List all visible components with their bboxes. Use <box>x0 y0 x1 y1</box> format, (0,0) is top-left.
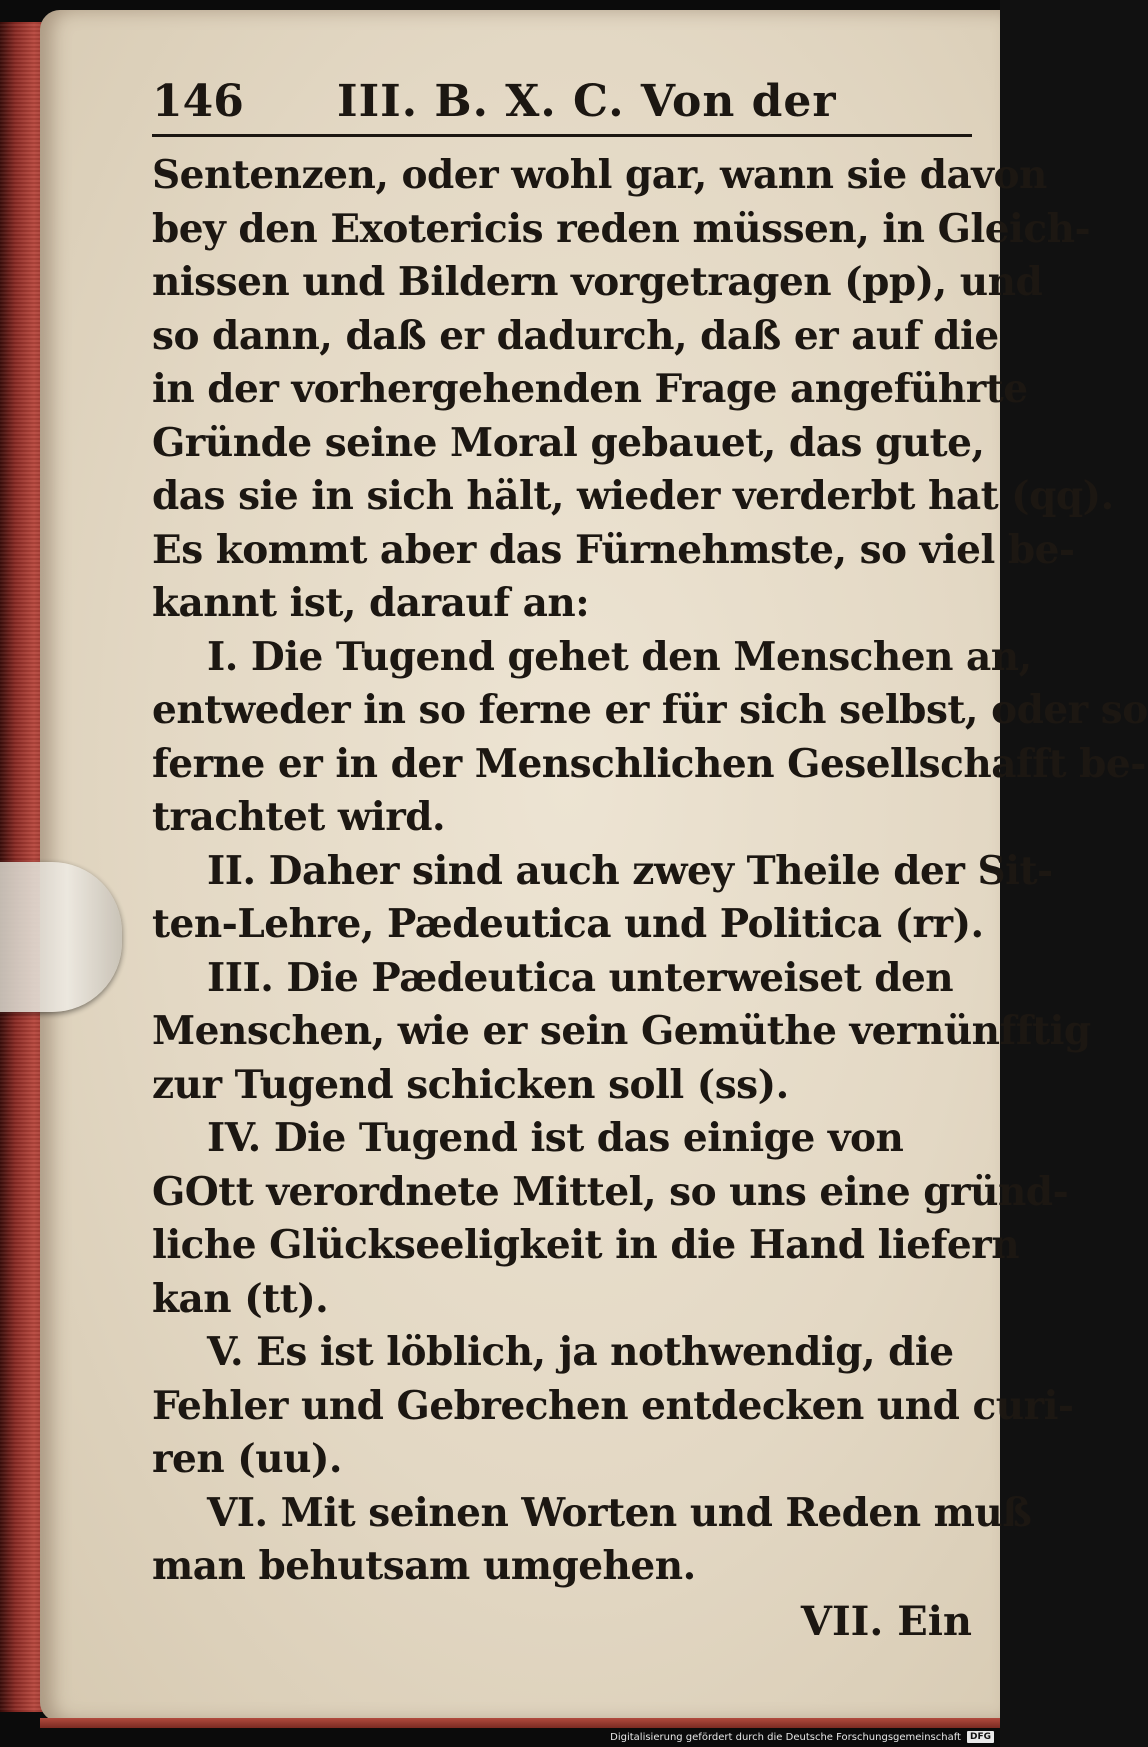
text-line: ten-Lehre, Pædeutica und Politica (rr). <box>152 901 984 947</box>
text-line: V. Es ist löblich, ja nothwendig, die <box>207 1329 954 1375</box>
text-line: zur Tugend schicken soll (ss). <box>152 1061 789 1108</box>
text-line: I. Die Tugend gehet den Menschen an, <box>207 633 1032 680</box>
text-line: trachtet wird. <box>152 794 446 840</box>
text-line: ferne er in der Menschlichen Gesellschafft be- <box>152 740 1146 787</box>
text-line: entweder in so ferne er für sich selbst, oder so <box>152 687 1148 733</box>
text-line: in der vorhergehenden Frage angeführte <box>152 366 1028 412</box>
credit-text: Digitalisierung gefördert durch die Deutsche Forschungsgemeinschaft <box>610 1731 961 1743</box>
text-line: Menschen, wie er sein Gemüthe vernünfftig <box>152 1008 1091 1054</box>
text-line: GOtt verordnete Mittel, so uns eine gründ- <box>152 1168 1069 1215</box>
text-line: II. Daher sind auch zwey Theile der Sit- <box>207 847 1053 894</box>
text-line: Sentenzen, oder wohl gar, wann sie davon <box>152 152 1047 198</box>
text-line: Gründe seine Moral gebauet, das gute, <box>152 419 985 466</box>
text-line: bey den Exotericis reden müssen, in Gleich- <box>152 205 1091 252</box>
page-bottom-edge <box>40 1718 1000 1728</box>
body-text <box>152 149 1148 1594</box>
text-line: das sie in sich hält, wieder verderbt hat (qq). <box>152 473 1114 519</box>
digitization-credit <box>610 1730 994 1744</box>
running-head <box>152 70 972 137</box>
dfg-logo: DFG <box>967 1731 994 1743</box>
text-line: IV. Die Tugend ist das einige von <box>207 1115 904 1161</box>
text-line: Es kommt aber das Fürnehmste, so viel be- <box>152 526 1075 573</box>
text-line: liche Glückseeligkeit in die Hand liefern <box>152 1222 1020 1268</box>
page-text-block <box>152 70 1148 1650</box>
page-number: 146 <box>152 76 244 127</box>
text-line: man behutsam umgehen. <box>152 1543 696 1589</box>
text-line: kannt ist, darauf an: <box>152 580 590 626</box>
text-line: kan (tt). <box>152 1275 329 1322</box>
text-line: Fehler und Gebrechen entdecken und curi- <box>152 1382 1074 1429</box>
catchword: VII. Ein <box>800 1597 972 1645</box>
text-line: so dann, daß er dadurch, daß er auf die <box>152 312 999 359</box>
text-line: ren (uu). <box>152 1436 342 1482</box>
text-line: VI. Mit seinen Worten und Reden muß <box>207 1489 1032 1536</box>
text-line: III. Die Pædeutica unterweiset den <box>207 954 954 1001</box>
text-line: nissen und Bildern vorgetragen (pp), und <box>152 259 1043 305</box>
running-head-title: III. B. X. C. Von der <box>337 76 837 127</box>
